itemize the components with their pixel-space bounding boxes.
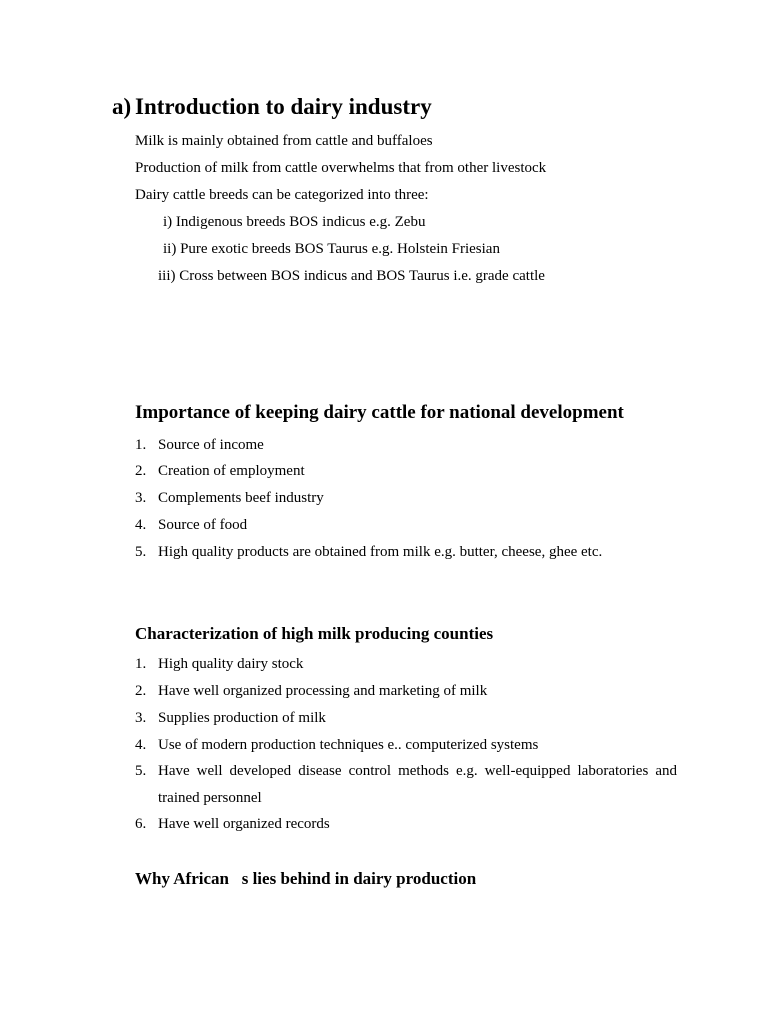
- intro-line: Production of milk from cattle overwhelms that from other livestock: [135, 160, 547, 176]
- breed-item: i) Indigenous breeds BOS indicus e.g. Zebu: [163, 214, 426, 230]
- section-marker: a): [112, 94, 132, 119]
- section-title-introduction: Introduction to dairy industry: [135, 94, 432, 119]
- intro-line: Dairy cattle breeds can be categorized into three:: [135, 187, 429, 203]
- list-text: Source of income: [158, 437, 264, 453]
- section-title-characterization: Characterization of high milk producing counties: [135, 624, 494, 643]
- list-number: 6.: [135, 816, 147, 832]
- list-text: Complements beef industry: [158, 490, 324, 506]
- section-title-importance: Importance of keeping dairy cattle for national development: [135, 402, 624, 423]
- list-text-continuation: trained personnel: [158, 790, 262, 806]
- list-text: Have well organized records: [158, 816, 330, 832]
- list-text: Creation of employment: [158, 463, 305, 479]
- list-number: 2.: [135, 683, 147, 699]
- list-number: 1.: [135, 656, 147, 672]
- list-text: Have well organized processing and marketing of milk: [158, 683, 488, 699]
- list-text: Use of modern production techniques e.. computerized systems: [158, 737, 539, 753]
- breed-item: ii) Pure exotic breeds BOS Taurus e.g. Holstein Friesian: [163, 241, 500, 257]
- list-number: 4.: [135, 737, 147, 753]
- list-text: High quality products are obtained from milk e.g. butter, cheese, ghee etc.: [158, 544, 603, 560]
- list-text: Source of food: [158, 517, 248, 533]
- list-number: 2.: [135, 463, 147, 479]
- list-number: 1.: [135, 437, 147, 453]
- breed-item: iii) Cross between BOS indicus and BOS Taurus i.e. grade cattle: [158, 268, 545, 284]
- list-text: Supplies production of milk: [158, 710, 326, 726]
- list-number: 3.: [135, 710, 147, 726]
- list-number: 5.: [135, 763, 147, 779]
- list-text: High quality dairy stock: [158, 656, 304, 672]
- intro-line: Milk is mainly obtained from cattle and buffaloes: [135, 133, 433, 149]
- list-number: 5.: [135, 544, 147, 560]
- list-text: Have well developed disease control methods e.g. well-equipped laboratories and: [158, 763, 677, 779]
- list-number: 3.: [135, 490, 147, 506]
- section-title-why-african: Why African s lies behind in dairy production: [135, 869, 477, 888]
- list-number: 4.: [135, 517, 147, 533]
